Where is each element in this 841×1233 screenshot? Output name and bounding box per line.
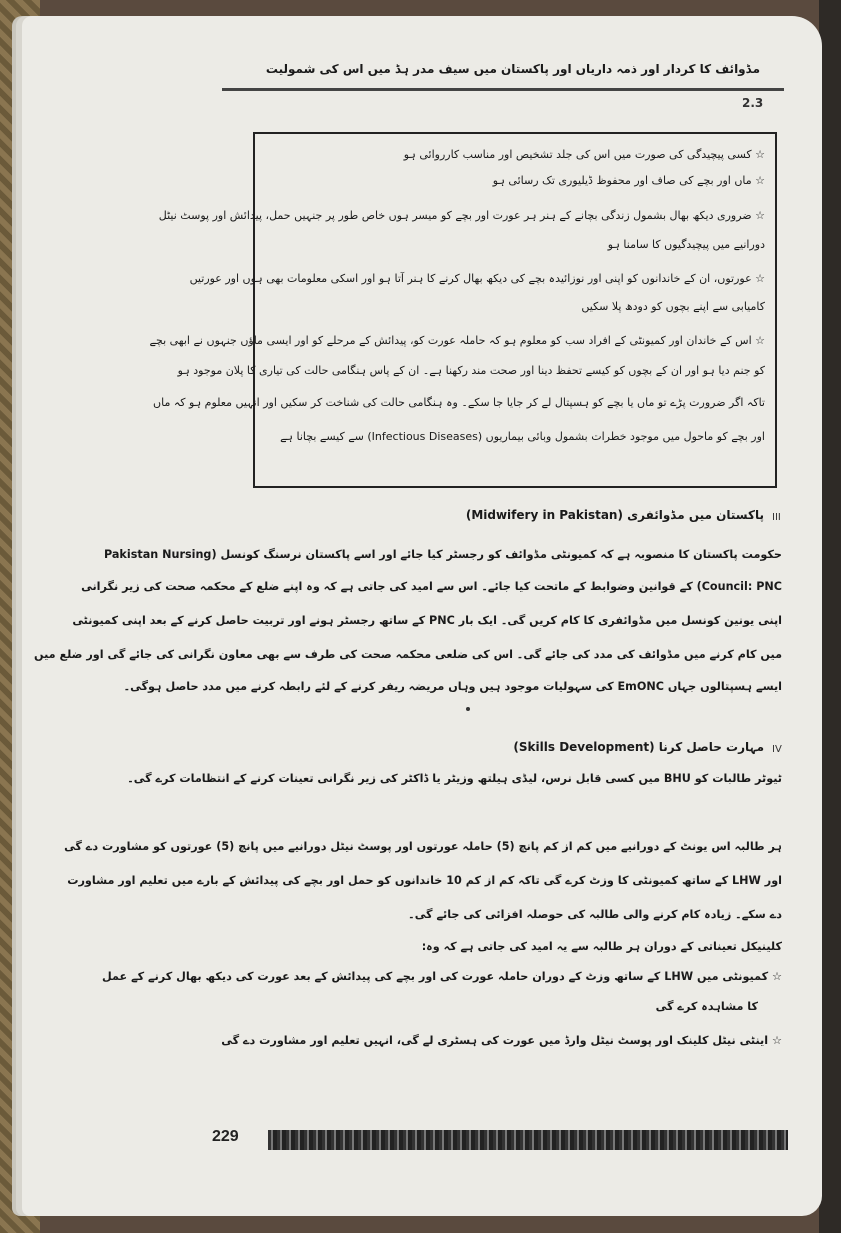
box-line: کامیابی سے اپنے بچوں کو دودھ پلا سکیں bbox=[581, 300, 765, 313]
box-line: کو جنم دیا ہو اور ان کے بچوں کو کیسے تحفظ دینا اور صحت مند رکھنا ہے۔ ان کے پاس ہنگامی حالت کی تیاری کا پلان موجود ہو bbox=[177, 364, 765, 377]
box-line: ☆ ماں اور بچے کی صاف اور محفوظ ڈیلیوری تک رسائی ہو bbox=[492, 174, 765, 187]
running-header: مڈوائف کا کردار اور ذمہ داریاں اور پاکستان میں سیف مدر ہڈ میں اس کی شمولیت bbox=[265, 62, 760, 76]
header-rule bbox=[222, 88, 784, 91]
summary-box bbox=[149, 132, 777, 488]
section-numeral: III bbox=[772, 512, 781, 523]
box-line: ☆ عورتوں، ان کے خاندانوں کو اپنی اور نوزائیدہ بچے کی دیکھ بھال کرنے کا ہنر آتا ہو اور اسکی معلومات بھی ہوں اور عورتیں bbox=[189, 272, 765, 285]
body-line: ٹیوٹر طالبات کو BHU میں کسی قابل نرس، لیڈی ہیلتھ وزیٹر یا ڈاکٹر کی زیر نگرانی تعینات کرنے کے انتظامات کرے گی۔ bbox=[127, 772, 782, 785]
chapter-tag: 2.3 bbox=[742, 96, 764, 110]
section-heading: پاکستان میں مڈوائفری (Midwifery in Pakistan) bbox=[465, 508, 764, 522]
stray-dot bbox=[466, 707, 470, 711]
body-line: میں کام کرنے میں مڈوائف کی مدد کی جائے گی۔ اس کی ضلعی محکمہ صحت کی طرف سے بھی معاون نگرانی کی جائے گی اور ضلع میں bbox=[34, 648, 782, 661]
background-dark bbox=[819, 0, 841, 1233]
body-line: ایسے ہسپتالوں جہاں EmONC کی سہولیات موجود ہیں وہاں مریضہ ریفر کرنے کے لئے رابطہ کرنے میں مدد حاصل ہوگی۔ bbox=[123, 680, 782, 693]
footer-band bbox=[268, 1130, 788, 1150]
section-heading: مہارت حاصل کرنا (Skills Development) bbox=[513, 740, 764, 754]
box-line: ☆ اس کے خاندان اور کمیونٹی کے افراد سب کو معلوم ہو کہ حاملہ عورت کو، پیدائش کے مرحلے کو اور ایسی ماؤں جنہوں نے ابھی بچے bbox=[149, 334, 765, 347]
bullet-line: ☆ کمیونٹی میں LHW کے ساتھ وزٹ کے دوران حاملہ عورت کی اور بچے کی پیدائش کے بعد عورت کی دیکھ بھال کرنے کے عمل bbox=[102, 970, 782, 983]
box-line: تاکہ اگر ضرورت پڑے تو ماں یا بچے کو ہسپتال لے کر جایا جا سکے۔ وہ ہنگامی حالت کی شناخت کر سکیں اور انہیں معلوم ہو کہ ماں bbox=[153, 396, 765, 409]
body-line: دے سکے۔ زیادہ کام کرنے والی طالبہ کی حوصلہ افزائی کی جائے گی۔ bbox=[408, 908, 782, 921]
body-line: Council: PNC) کے قوانین وضوابط کے ماتحت کیا جائے۔ اس سے امید کی جاتی ہے کہ وہ اپنے ضلع کے محکمہ صحت کی زیر نگرانی bbox=[81, 580, 782, 593]
bullet-line: کا مشاہدہ کرے گی bbox=[655, 1000, 758, 1013]
body-line: ہر طالبہ اس یونٹ کے دورانیے میں کم از کم پانچ (5) حاملہ عورتوں اور پوسٹ نیٹل دورانیے میں پانچ (5) عورتوں کو مشاورت دے گی bbox=[64, 840, 782, 853]
box-line: ☆ کسی پیچیدگی کی صورت میں اس کی جلد تشخیص اور مناسب کارروائی ہو bbox=[403, 148, 765, 161]
body-line: اور LHW کے ساتھ کمیونٹی کا وزٹ کرے گی تاکہ کم از کم 10 خاندانوں کو حمل اور بچے کی پیدائش کے بارے میں تعلیم اور مشاورت bbox=[67, 874, 782, 887]
page-number: 229 bbox=[212, 1128, 239, 1145]
box-line: ☆ ضروری دیکھ بھال بشمول زندگی بچانے کے ہنر ہر عورت اور بچے کو میسر ہوں خاص طور پر جنہیں حمل، پیدائش اور پوسٹ نیٹل bbox=[158, 209, 765, 222]
body-line: اپنی یونین کونسل میں مڈوائفری کا کام کریں گی۔ ایک بار PNC کے ساتھ رجسٹر ہونے اور تربیت حاصل کرنے کے بعد اپنی کمیونٹی bbox=[72, 614, 782, 627]
section-numeral: IV bbox=[772, 744, 782, 755]
body-line: کلینیکل تعیناتی کے دوران ہر طالبہ سے یہ امید کی جاتی ہے کہ وہ: bbox=[421, 940, 782, 953]
box-line: دورانیے میں پیچیدگیوں کا سامنا ہو bbox=[607, 238, 765, 251]
box-line: اور بچے کو ماحول میں موجود خطرات بشمول وبائی بیماریوں (Infectious Diseases) سے کیسے بچانا ہے bbox=[280, 430, 765, 443]
bullet-line: ☆ اینٹی نیٹل کلینک اور پوسٹ نیٹل وارڈ میں عورت کی ہسٹری لے گی، انہیں تعلیم اور مشاورت دے گی bbox=[221, 1034, 782, 1047]
body-line: حکومت پاکستان کا منصوبہ ہے کہ کمیونٹی مڈوائف کو رجسٹر کیا جائے اور اسے پاکستان نرسنگ کونسل (Pakistan Nursing bbox=[103, 548, 782, 561]
